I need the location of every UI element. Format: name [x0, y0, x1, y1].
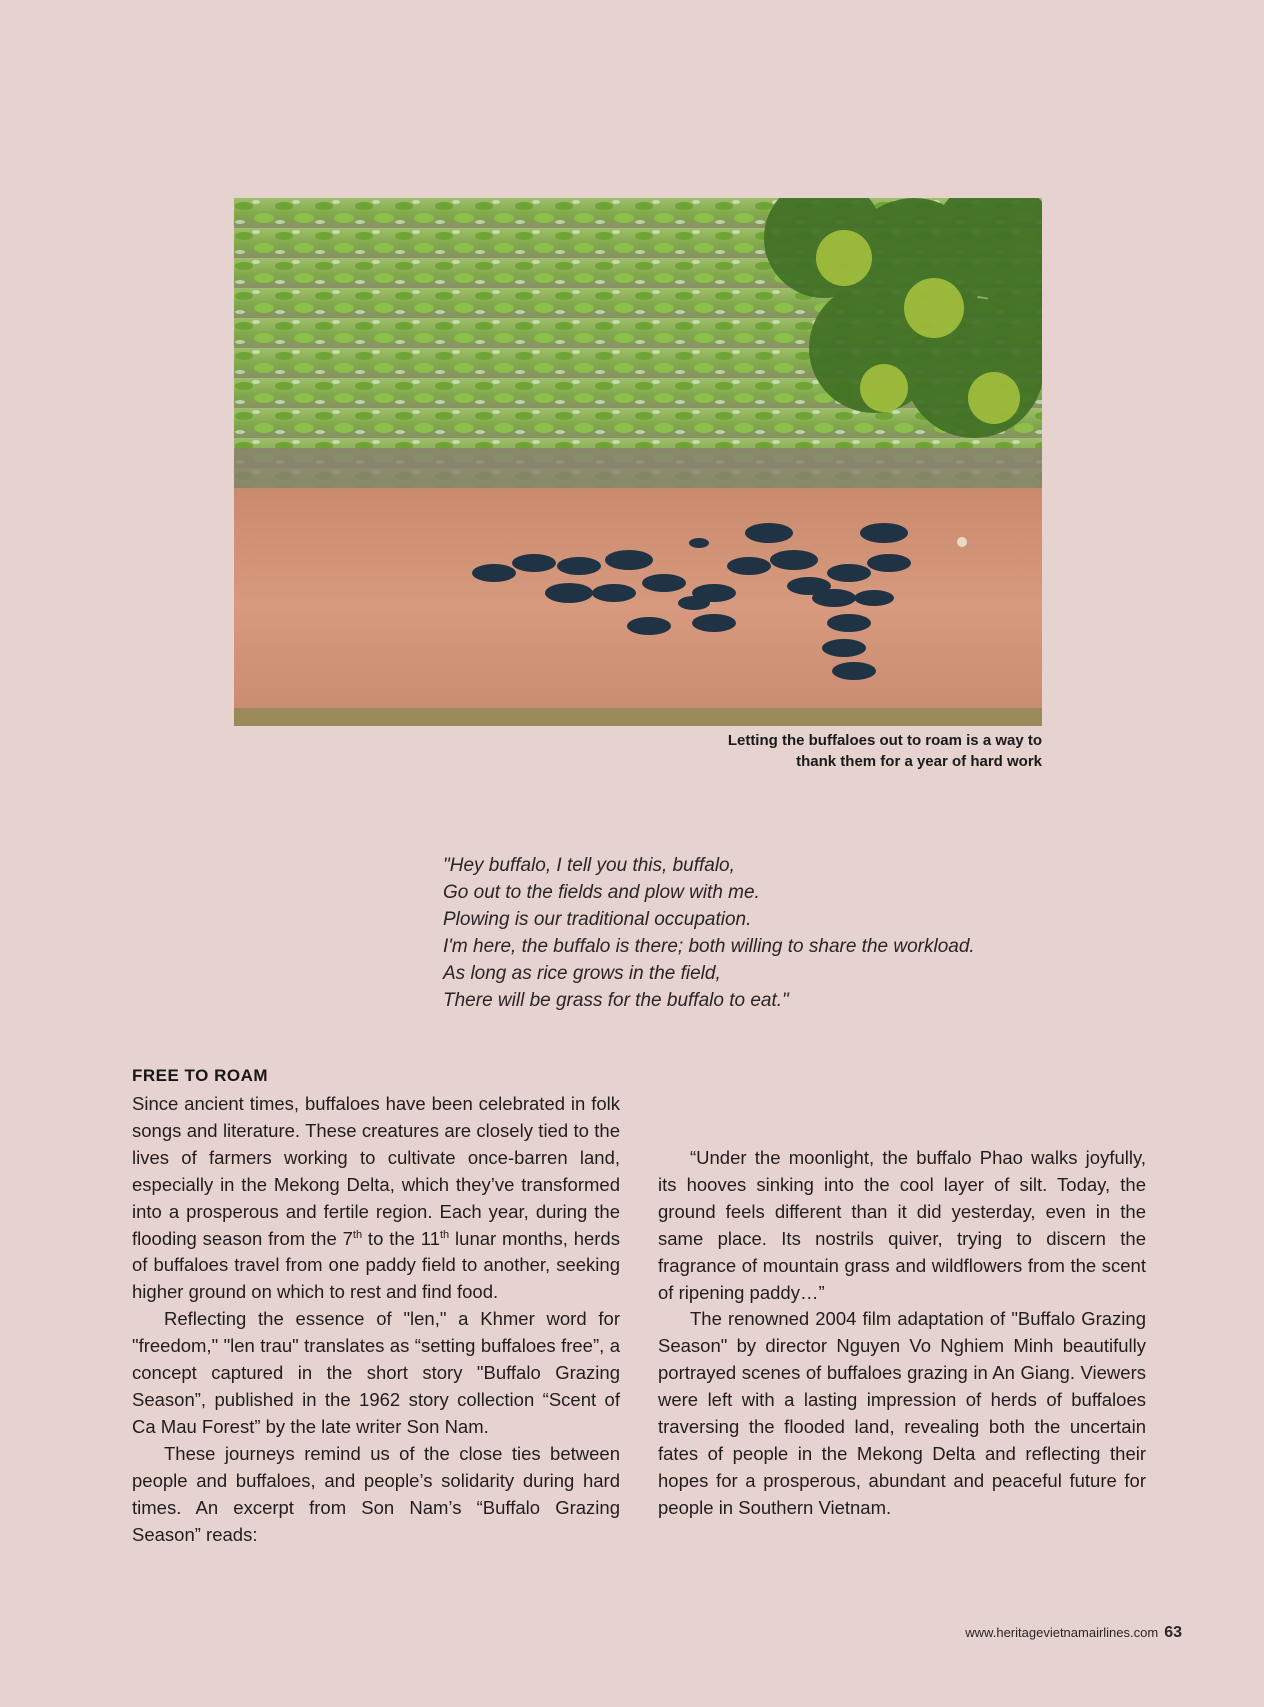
poem-line: As long as rice grows in the field, — [443, 963, 721, 984]
paragraph: Reflecting the essence of "len," a Khmer word for "freedom," "len trau" translates as “setting buffaloes free”, a concept captured in the short story "Buffalo Grazing Season”, published in the 1962 story collection “Scent of Ca Mau Forest” by the late writer Son Nam. — [132, 1308, 620, 1437]
footer-url: www.heritagevietnamairlines.com — [965, 1625, 1159, 1640]
page-number: 63 — [1164, 1624, 1182, 1641]
caption-line: thank them for a year of hard work — [796, 753, 1042, 770]
right-column — [658, 1145, 1146, 1522]
paragraph-text: lunar months, herds of buffaloes travel from one paddy field to another, seeking higher ground on which to rest and find food. — [132, 1227, 620, 1303]
page-footer — [965, 1624, 1182, 1642]
paragraph-text: to the 11 — [362, 1227, 440, 1249]
poem-line: Plowing is our traditional occupation. — [443, 909, 752, 930]
paragraph: The renowned 2004 film adaptation of "Buffalo Grazing Season" by director Nguyen Vo Nghiem Minh beautifully portrayed scenes of buffaloes grazing in An Giang. Viewers were left with a lasting impression of herds of buffaloes traversing the flooded land, revealing both the uncertain fates of people in the Mekong Delta and reflecting their hopes for a prosperous, abundant and peaceful future for people in Southern Vietnam. — [658, 1308, 1146, 1518]
paragraph: These journeys remind us of the close ties between people and buffaloes, and people’s solidarity during hard times. An excerpt from Son Nam’s “Buffalo Grazing Season” reads: — [132, 1442, 620, 1545]
paragraph — [132, 1091, 620, 1306]
photo-caption — [560, 730, 1042, 772]
paragraph-text: Since ancient times, buffaloes have been celebrated in folk songs and literature. These creatures are closely tied to the lives of farmers working to cultivate once-barren land, especially in the Mekong Delta, which they’ve transformed into a prosperous and fertile region. Each year, during the flooding season from the 7 — [132, 1093, 620, 1249]
superscript: th — [352, 1228, 363, 1241]
paragraph: “Under the moonlight, the buffalo Phao walks joyfully, its hooves sinking into the cool layer of silt. Today, the ground feels different than it did yesterday, even in the same place. Its nostrils quiver, trying to discern the fragrance of mountain grass and wildflowers from the scent of ripening paddy…” — [658, 1147, 1146, 1303]
section-heading: FREE TO ROAM — [132, 1066, 269, 1085]
aerial-buffalo-photo — [234, 198, 1042, 726]
poem-line: I'm here, the buffalo is there; both willing to share the workload. — [443, 936, 975, 957]
poem-line: "Hey buffalo, I tell you this, buffalo, — [443, 855, 735, 876]
poem-line: There will be grass for the buffalo to eat." — [443, 990, 789, 1011]
caption-line: Letting the buffaloes out to roam is a way to — [727, 732, 1042, 749]
poem-line: Go out to the fields and plow with me. — [443, 882, 760, 903]
left-column — [132, 1091, 620, 1548]
aerial-buffalo-herd-photo-icon — [234, 198, 1042, 726]
superscript: th — [440, 1228, 450, 1241]
poem-excerpt — [443, 852, 1083, 1014]
